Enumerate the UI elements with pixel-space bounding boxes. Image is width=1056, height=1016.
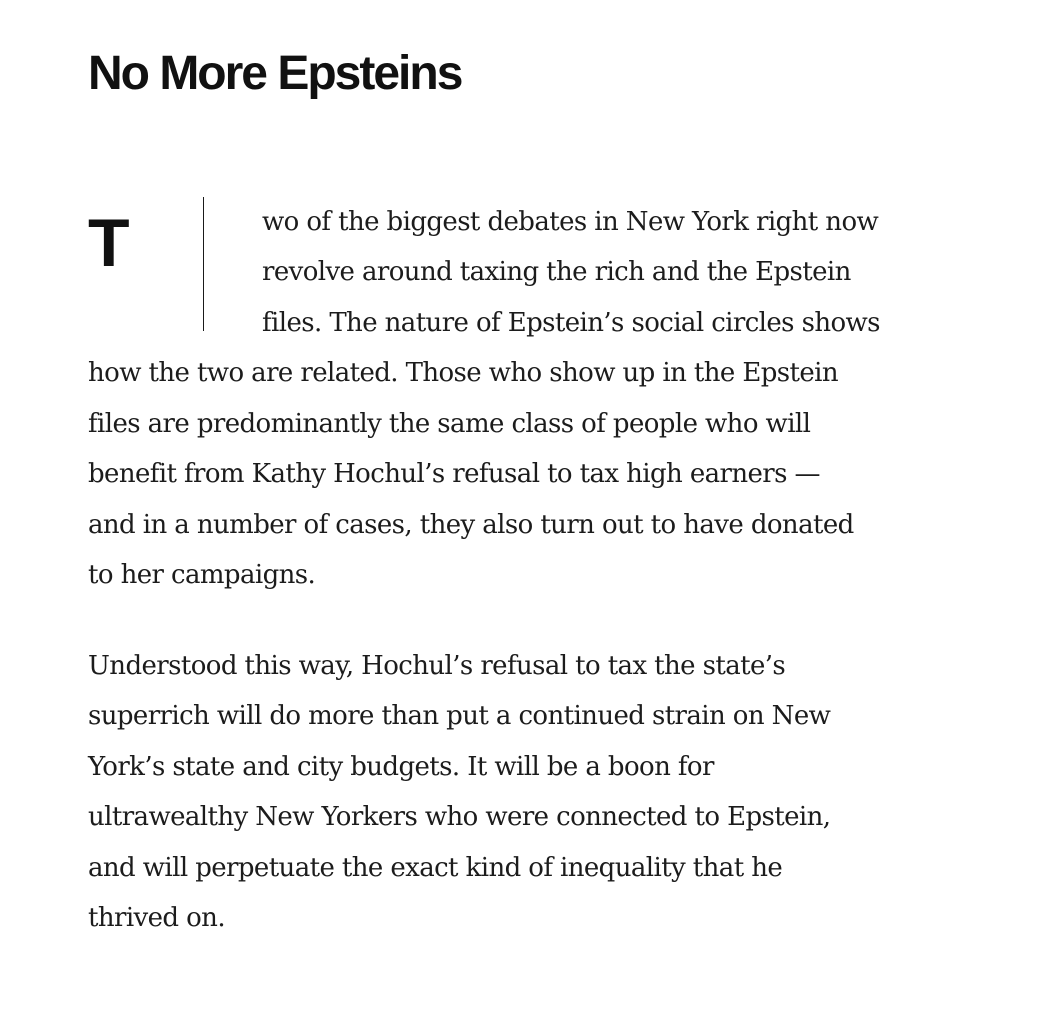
paragraph-1-line: files are predominantly the same class of people who will: [88, 409, 811, 439]
paragraph-2-line: Understood this way, Hochul’s refusal to tax the state’s: [88, 651, 786, 681]
paragraph-2-line: and will perpetuate the exact kind of inequality that he: [88, 853, 783, 883]
drop-cap-divider: [203, 197, 204, 331]
paragraph-1-line: to her campaigns.: [88, 560, 316, 590]
drop-cap: T: [88, 205, 130, 281]
paragraph-2-line: York’s state and city budgets. It will be a boon for: [88, 752, 714, 782]
paragraph-1-line: wo of the biggest debates in New York right now: [262, 207, 879, 237]
article-headline: No More Epsteins: [88, 47, 462, 100]
paragraph-1-line: benefit from Kathy Hochul’s refusal to tax high earners —: [88, 459, 820, 489]
paragraph-1-line: revolve around taxing the rich and the Epstein: [262, 257, 851, 287]
paragraph-1-line: files. The nature of Epstein’s social circles shows: [262, 308, 880, 338]
paragraph-2-line: thrived on.: [88, 903, 225, 933]
paragraph-1-line: and in a number of cases, they also turn out to have donated: [88, 510, 854, 540]
paragraph-2-line: superrich will do more than put a continued strain on New: [88, 701, 831, 731]
paragraph-1-line: how the two are related. Those who show up in the Epstein: [88, 358, 839, 388]
paragraph-2-line: ultrawealthy New Yorkers who were connected to Epstein,: [88, 802, 831, 832]
